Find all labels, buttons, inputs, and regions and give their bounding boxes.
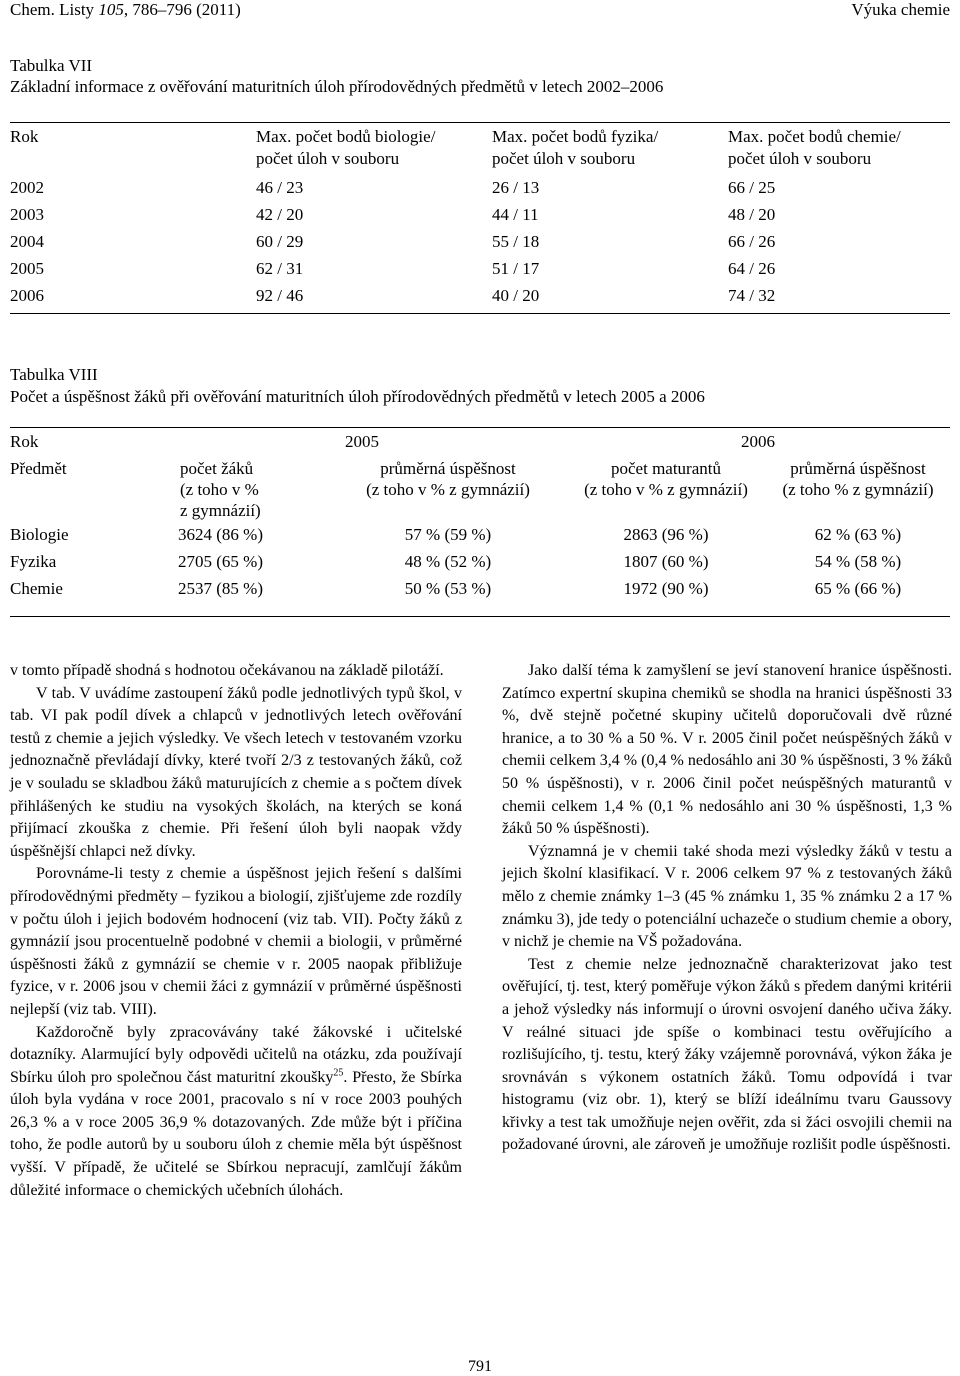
table-cell: 2863 (96 %) bbox=[623, 525, 709, 544]
table-cell: 2537 (85 %) bbox=[178, 579, 263, 598]
table-cell: 51 / 17 bbox=[492, 259, 540, 278]
paragraph: Test z chemie nelze jednoznačně charakterizovat jako test ověřující, tj. test, který poměřuje výkon žáků s předem danými kritérii a jehož výsledky nás informují o úrovni osvojení daného učiva žáky. V reálné situaci jde spíše o kombinaci testu ověřujícího a rozlišujícího, tj. testu, který žáky vzájemně porovnává, výkon žáka je srovnáván s výkonem ostatních žáků. Tomu odpovídá i tvar histogramu (viz obr. 1), který se blíží ideálnímu tvaru Gaussovy křivky a test tak umožňuje nejen ověřit, zda si žáci osvojili chemii na požadované úrovni, ale zároveň je umožňuje rozlišit podle úspěšnosti. bbox=[502, 955, 952, 1154]
table8-top-rule bbox=[10, 427, 950, 428]
table-cell: 40 / 20 bbox=[492, 286, 540, 305]
table-cell: 50 % (53 %) bbox=[404, 579, 492, 598]
table-cell: Biologie bbox=[10, 525, 69, 544]
table-row bbox=[10, 228, 950, 255]
table-cell: 62 / 31 bbox=[256, 259, 304, 278]
journal-citation: Chem. Listy 105, 786–796 (2011) bbox=[10, 0, 241, 19]
table7-caption: Základní informace z ověřování maturitních úloh přírodovědných předmětů v letech 2002–2006 bbox=[10, 77, 664, 96]
table7-header-chemistry: Max. počet bodů chemie/ počet úloh v souboru bbox=[728, 127, 901, 168]
table-row bbox=[10, 521, 950, 548]
table-cell: 66 / 26 bbox=[728, 232, 776, 251]
table-cell: 55 / 18 bbox=[492, 232, 540, 251]
table-cell: 64 / 26 bbox=[728, 259, 776, 278]
table8-bottom-rule bbox=[10, 616, 950, 617]
table-row bbox=[10, 255, 950, 282]
table-cell: 1972 (90 %) bbox=[623, 579, 709, 598]
table-cell: 42 / 20 bbox=[256, 205, 304, 224]
table-row bbox=[10, 575, 950, 602]
table7-header-year: Rok bbox=[10, 127, 39, 146]
page-number: 791 bbox=[468, 1358, 492, 1375]
table-cell: 74 / 32 bbox=[728, 286, 776, 305]
table7-header-row bbox=[10, 126, 950, 174]
table-row bbox=[10, 548, 950, 575]
paragraph: Jako další téma k zamyšlení se jeví stanovení hranice úspěšnosti. Zatímco expertní skupina chemiků se shodla na hranici úspěšnosti 33 %, dvě stejně početné skupiny učitelů doporučovali dvě různé hranice, a to 30 % a 50 %. V r. 2005 činil počet neúspěšných žáků v chemii celkem 3,4 % (0,4 % nedosáhlo ani 30 % úspěšnosti, 3 % žáků 50 % úspěšnosti), v r. 2006 činil počet neúspěšných maturantů v chemii celkem 1,4 % (0,1 % nedosáhlo ani 30 % úspěšnosti, 1,3 % žáků 50 % úspěšnosti). bbox=[502, 662, 952, 838]
table-cell: Chemie bbox=[10, 579, 63, 598]
table-cell: 48 % (52 %) bbox=[404, 552, 492, 571]
paragraph: Významná je v chemii také shoda mezi výsledky žáků v testu a jejich školní klasifikací. V r. 2006 celkem 97 % z testovaných žáků mělo z chemie známky 1–3 (45 % známku 1, 35 % známku 2 a 17 % známku 3), jde tedy o potenciální uchazeče o studium chemie a obory, v nichž je chemie na VŠ požadována. bbox=[502, 842, 952, 951]
table8-year-label: Rok bbox=[10, 432, 39, 451]
left-column bbox=[10, 660, 462, 1202]
table-cell: 65 % (66 %) bbox=[814, 579, 902, 598]
table-cell: 60 / 29 bbox=[256, 232, 304, 251]
table-cell: 2006 bbox=[10, 286, 44, 305]
table8-header-success-2005: průměrná úspěšnost (z toho v % z gymnázií) bbox=[366, 459, 530, 499]
table-cell: 2004 bbox=[10, 232, 44, 251]
table-cell: 1807 (60 %) bbox=[623, 552, 709, 571]
table-row bbox=[10, 282, 950, 309]
table7-bottom-rule bbox=[10, 313, 950, 314]
table-cell: 46 / 23 bbox=[256, 178, 304, 197]
table-row bbox=[10, 201, 950, 228]
table-cell: 2003 bbox=[10, 205, 44, 224]
table-cell: 2002 bbox=[10, 178, 44, 197]
table-cell: 54 % (58 %) bbox=[814, 552, 902, 571]
table8-year-2005: 2005 bbox=[345, 432, 379, 451]
table-cell: 3624 (86 %) bbox=[178, 525, 263, 544]
table8-caption: Počet a úspěšnost žáků při ověřování maturitních úloh přírodovědných předmětů v letech 2005 a 2006 bbox=[10, 387, 705, 406]
paragraph: Porovnáme-li testy z chemie a úspěšnost jejich řešení s dalšími přírodovědnými předměty – fyzikou a biologií, zjišťujeme zde rozdíly v počtu úloh i jejich bodovém hodnocení (viz tab. VII). Počty žáků z gymnázií jsou procentuelně podobné v chemii a biologii, v průměrné úspěšnosti žáků z gymnázií se chemie v r. 2005 naopak přibližuje fyzice, v r. 2006 jsou v chemii žáci z gymnázií v průměrné úspěšnosti nejlepší (viz tab. VIII). bbox=[10, 865, 462, 1018]
table-cell: 2005 bbox=[10, 259, 44, 278]
table8-year-2006: 2006 bbox=[741, 432, 775, 451]
running-header bbox=[10, 0, 950, 20]
paragraph: Každoročně byly zpracovávány také žákovské i učitelské dotazníky. Alarmující byly odpovědi učitelů na otázku, zda používají Sbírku úloh pro společnou část maturitní zkoušky$^{25}$. Přesto, že Sbírka úloh byla vydána v roce 2001, pracovalo s ní v roce 2003 pouhých 26,3 % a v roce 2005 36,9 % dotazovaných. Zde může být i příčina toho, že podle autorů by u souboru úloh z chemie měla být úspěšnost vyšší. V případě, že učitelé se Sbírkou nepracují, zamlčují žákům důležité informace o chemických učebních úlohách. bbox=[10, 1023, 462, 1199]
table8-subject-label: Předmět bbox=[10, 459, 67, 478]
table7-title: Tabulka VII bbox=[10, 56, 93, 75]
table-cell: 26 / 13 bbox=[492, 178, 540, 197]
table7 bbox=[10, 126, 950, 309]
table-cell: 57 % (59 %) bbox=[404, 525, 492, 544]
paragraph: v tomto případě shodná s hodnotou očekávanou na základě pilotáží. bbox=[10, 662, 444, 679]
table7-header-physics: Max. počet bodů fyzika/ počet úloh v souboru bbox=[492, 127, 659, 168]
table8 bbox=[10, 431, 950, 602]
table-cell: Fyzika bbox=[10, 552, 57, 571]
reference-superscript: 25 bbox=[333, 1067, 344, 1079]
right-column bbox=[502, 660, 952, 1157]
table-cell: 66 / 25 bbox=[728, 178, 776, 197]
paragraph: V tab. V uvádíme zastoupení žáků podle jednotlivých typů škol, v tab. VI pak podíl dívek a chlapců v jednotlivých letech ověřování testů z chemie a jejich výsledky. Ve všech letech v testovaném vzorku jednoznačně převládají dívky, které tvoří 2/3 z testovaných žáků, což je v souladu se skladbou žáků maturujících z chemie a s počtem dívek přihlášených ke studiu na vysokých školách, na kterých se koná přijímací zkouška z chemie. Při řešení úloh byli naopak vždy úspěšnější chlapci než dívky. bbox=[10, 684, 462, 860]
table-cell: 92 / 46 bbox=[256, 286, 304, 305]
table-cell: 48 / 20 bbox=[728, 205, 776, 224]
table8-header-graduates: počet maturantů (z toho v % z gymnázií) bbox=[584, 459, 748, 499]
table8-header-success-2006: průměrná úspěšnost (z toho % z gymnázií) bbox=[782, 459, 934, 499]
table7-header-biology: Max. počet bodů biologie/ počet úloh v souboru bbox=[256, 127, 436, 168]
table7-top-rule bbox=[10, 122, 950, 123]
table-cell: 62 % (63 %) bbox=[814, 525, 902, 544]
table8-title: Tabulka VIII bbox=[10, 365, 98, 384]
table8-year-row bbox=[10, 431, 950, 458]
table8-header-students: počet žáků (z toho v % z gymnázií) bbox=[180, 459, 261, 520]
table-cell: 44 / 11 bbox=[492, 205, 539, 224]
table-row bbox=[10, 174, 950, 201]
section-name: Výuka chemie bbox=[851, 0, 950, 19]
table-cell: 2705 (65 %) bbox=[178, 552, 263, 571]
table8-header-row bbox=[10, 458, 950, 521]
